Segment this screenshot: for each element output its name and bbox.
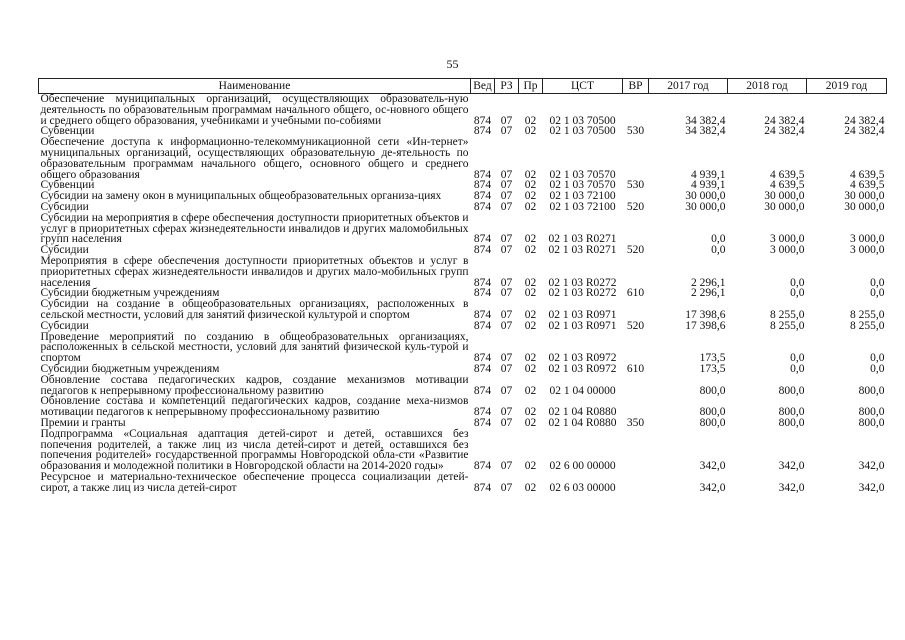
cell-cst: 02 1 03 R0972 — [548, 362, 617, 375]
table-row — [39, 213, 887, 245]
cell-2017: 800,0 — [699, 384, 726, 397]
cell-name: Премии и гранты — [40, 416, 126, 429]
cell-name: Субвенции — [40, 179, 95, 192]
cell-vr — [623, 213, 649, 245]
cell-vr — [623, 137, 649, 180]
cell-pr: 02 — [524, 244, 537, 257]
cell-pr: 02 — [524, 384, 537, 397]
cell-2019: 342,0 — [858, 460, 885, 473]
cell-2019: 0,0 — [870, 362, 885, 375]
cell-rz: 07 — [500, 384, 513, 397]
cell-pr: 02 — [524, 276, 537, 289]
cell-ved: 874 — [473, 114, 492, 127]
cell-ved: 874 — [473, 319, 492, 332]
cell-2019: 8 255,0 — [850, 308, 885, 321]
cell-name: Обновление состава педагогических кадров, создание механизмов мотивации педагогов к непрерывному профессиональному развитию — [40, 373, 469, 397]
cell-ved: 874 — [473, 308, 492, 321]
cell-2017: 4 939,1 — [691, 168, 726, 181]
cell-rz: 07 — [500, 168, 513, 181]
page-number: 55 — [446, 57, 459, 71]
cell-pr: 02 — [524, 308, 537, 321]
table-body — [39, 94, 887, 494]
cell-vr: 520 — [626, 244, 645, 257]
table-row — [39, 137, 887, 180]
table-header-row — [39, 79, 887, 94]
cell-2019: 3 000,0 — [850, 233, 885, 246]
cell-cst: 02 1 04 00000 — [549, 384, 616, 397]
cell-rz: 07 — [500, 308, 513, 321]
cell-ved: 874 — [473, 179, 492, 192]
cell-2018: 4 639,5 — [770, 168, 805, 181]
cell-2019: 342,0 — [858, 481, 885, 494]
cell-pr: 02 — [524, 125, 537, 138]
table-row — [39, 299, 887, 321]
cell-2017: 173,5 — [699, 352, 726, 365]
cell-ved: 874 — [473, 352, 492, 365]
cell-pr: 02 — [524, 287, 537, 300]
cell-vr: 530 — [626, 125, 645, 138]
cell-cst: 02 1 03 R0971 — [548, 308, 617, 321]
cell-ved: 874 — [473, 190, 492, 203]
cell-2017: 800,0 — [699, 406, 726, 419]
cell-pr: 02 — [524, 460, 537, 473]
cell-cst: 02 1 04 R0880 — [548, 416, 617, 429]
cell-rz: 07 — [500, 114, 513, 127]
cell-2017: 34 382,4 — [685, 125, 726, 138]
cell-ved: 874 — [473, 406, 492, 419]
cell-rz: 07 — [500, 319, 513, 332]
cell-rz: 07 — [500, 362, 513, 375]
cell-pr: 02 — [524, 233, 537, 246]
budget-table — [38, 78, 887, 493]
cell-2018: 0,0 — [790, 352, 805, 365]
cell-ved: 874 — [473, 287, 492, 300]
cell-cst: 02 1 03 72100 — [549, 190, 616, 203]
cell-rz: 07 — [500, 406, 513, 419]
cell-cst: 02 6 00 00000 — [549, 460, 616, 473]
cell-ved: 874 — [473, 168, 492, 181]
cell-2018: 4 639,5 — [770, 179, 805, 192]
cell-name: Субсидии — [40, 200, 89, 213]
cell-pr: 02 — [524, 179, 537, 192]
cell-rz: 07 — [500, 416, 513, 429]
cell-2018: 0,0 — [790, 276, 805, 289]
cell-rz: 07 — [500, 244, 513, 257]
cell-2018: 24 382,4 — [764, 114, 805, 127]
cell-2019: 30 000,0 — [844, 200, 885, 213]
cell-2017: 34 382,4 — [685, 114, 726, 127]
cell-2017: 342,0 — [699, 481, 726, 494]
table-row — [39, 94, 887, 127]
table-row — [39, 429, 887, 472]
cell-ved: 874 — [473, 460, 492, 473]
cell-pr: 02 — [524, 190, 537, 203]
cell-vr: 520 — [626, 319, 645, 332]
cell-2017: 342,0 — [699, 460, 726, 473]
cell-cst: 02 1 03 70570 — [549, 179, 616, 192]
cell-2018: 800,0 — [778, 384, 805, 397]
cell-2018: 342,0 — [778, 481, 805, 494]
cell-name: Проведение мероприятий по созданию в общеобразовательных организациях, расположенных в сельской местности, условий для занятий физической куль-турой и спортом — [40, 330, 469, 365]
header-cst: ЦСТ — [543, 79, 623, 94]
cell-vr — [623, 375, 649, 397]
cell-2018: 0,0 — [790, 287, 805, 300]
cell-2017: 17 398,6 — [685, 319, 726, 332]
cell-vr — [623, 396, 649, 418]
cell-pr: 02 — [524, 319, 537, 332]
cell-ved: 874 — [473, 233, 492, 246]
cell-2018: 800,0 — [778, 416, 805, 429]
cell-name: Субсидии на мероприятия в сфере обеспечения доступности приоритетных объектов и услуг в приоритетных сферах жизнедеятельности инвалидов и других маломобильных групп населения — [40, 211, 469, 246]
cell-rz: 07 — [500, 481, 513, 494]
header-vr: ВР — [623, 79, 649, 94]
cell-vr: 350 — [626, 416, 645, 429]
cell-rz: 07 — [500, 125, 513, 138]
cell-2019: 30 000,0 — [844, 190, 885, 203]
cell-cst: 02 1 03 R0971 — [548, 319, 617, 332]
cell-name: Обеспечение муниципальных организаций, осуществляющих образователь-ную деятельность по образовательным программам начального общего, ос-новного общего и среднего общего образования, учебниками и учебными по-собиями — [40, 93, 469, 127]
cell-rz: 07 — [500, 200, 513, 213]
cell-pr: 02 — [524, 416, 537, 429]
cell-name: Субсидии на создание в общеобразовательных организациях, расположенных в сельской местности, условий для занятий физической культурой и спортом — [40, 298, 469, 321]
cell-vr — [623, 94, 649, 127]
cell-rz: 07 — [500, 233, 513, 246]
cell-2019: 0,0 — [870, 352, 885, 365]
cell-2019: 0,0 — [870, 276, 885, 289]
cell-name: Субвенции — [40, 125, 95, 138]
cell-name: Мероприятия в сфере обеспечения доступности приоритетных объектов и услуг в приоритетных сферах жизнедеятельности инвалидов и других мало-мобильных групп населения — [40, 254, 469, 289]
cell-ved: 874 — [473, 384, 492, 397]
header-ved: Вед — [471, 79, 495, 94]
cell-pr: 02 — [524, 200, 537, 213]
header-2018: 2018 год — [728, 79, 807, 94]
cell-vr — [623, 332, 649, 364]
cell-2018: 0,0 — [790, 362, 805, 375]
cell-name: Субсидии бюджетным учреждениям — [40, 287, 220, 300]
cell-2018: 24 382,4 — [764, 125, 805, 138]
cell-2019: 8 255,0 — [850, 319, 885, 332]
header-2019: 2019 год — [807, 79, 887, 94]
cell-rz: 07 — [500, 190, 513, 203]
table-row — [39, 191, 887, 202]
cell-2017: 173,5 — [699, 362, 726, 375]
cell-2019: 800,0 — [858, 406, 885, 419]
cell-ved: 874 — [473, 125, 492, 138]
cell-2019: 24 382,4 — [844, 114, 885, 127]
header-2017: 2017 год — [649, 79, 728, 94]
cell-vr — [623, 299, 649, 321]
cell-2018: 3 000,0 — [770, 244, 805, 257]
cell-cst: 02 1 03 70500 — [549, 114, 616, 127]
table-row — [39, 256, 887, 288]
table-row — [39, 332, 887, 364]
cell-ved: 874 — [473, 416, 492, 429]
cell-name: Ресурсное и материально-техническое обеспечение процесса социализации детей-сирот, а также лиц из числа детей-сирот — [40, 470, 469, 494]
cell-cst: 02 6 03 00000 — [549, 481, 616, 494]
cell-rz: 07 — [500, 287, 513, 300]
cell-vr — [623, 429, 649, 472]
cell-rz: 07 — [500, 276, 513, 289]
cell-2019: 800,0 — [858, 384, 885, 397]
cell-cst: 02 1 03 70500 — [549, 125, 616, 138]
cell-pr: 02 — [524, 481, 537, 494]
cell-2018: 800,0 — [778, 406, 805, 419]
cell-cst: 02 1 03 R0272 — [548, 276, 617, 289]
cell-vr: 610 — [626, 362, 645, 375]
cell-rz: 07 — [500, 179, 513, 192]
cell-cst: 02 1 03 72100 — [549, 200, 616, 213]
cell-2018: 8 255,0 — [770, 319, 805, 332]
table-row — [39, 321, 887, 332]
cell-cst: 02 1 03 R0272 — [548, 287, 617, 300]
cell-2017: 0,0 — [711, 233, 726, 246]
cell-2019: 3 000,0 — [850, 244, 885, 257]
cell-2019: 0,0 — [870, 287, 885, 300]
cell-2017: 0,0 — [711, 244, 726, 257]
cell-name: Субсидии — [40, 244, 89, 257]
header-rz: РЗ — [495, 79, 519, 94]
cell-name: Субсидии на замену окон в муниципальных общеобразовательных организа-циях — [40, 190, 442, 203]
cell-pr: 02 — [524, 114, 537, 127]
cell-2019: 4 639,5 — [850, 179, 885, 192]
cell-name: Субсидии — [40, 319, 89, 332]
cell-ved: 874 — [473, 276, 492, 289]
cell-vr: 530 — [626, 179, 645, 192]
cell-2019: 4 639,5 — [850, 168, 885, 181]
cell-name: Обеспечение доступа к информационно-телекоммуникационной сети «Ин-тернет» муниципальных организаций, осуществляющих образовательную де-ятельность по образовательным программам начального общего, основного общего и среднего общего образования — [40, 136, 469, 181]
cell-cst: 02 1 03 70570 — [549, 168, 616, 181]
cell-vr — [623, 256, 649, 288]
cell-pr: 02 — [524, 406, 537, 419]
cell-2017: 800,0 — [699, 416, 726, 429]
cell-2017: 2 296,1 — [691, 276, 726, 289]
cell-2017: 17 398,6 — [685, 308, 726, 321]
cell-ved: 874 — [473, 362, 492, 375]
cell-ved: 874 — [473, 481, 492, 494]
cell-vr: 610 — [626, 287, 645, 300]
header-pr: Пр — [519, 79, 543, 94]
cell-2017: 4 939,1 — [691, 179, 726, 192]
cell-pr: 02 — [524, 362, 537, 375]
cell-cst: 02 1 03 R0271 — [548, 244, 617, 257]
cell-2018: 30 000,0 — [764, 200, 805, 213]
cell-rz: 07 — [500, 352, 513, 365]
cell-cst: 02 1 03 R0972 — [548, 352, 617, 365]
cell-vr — [623, 472, 649, 494]
cell-2018: 8 255,0 — [770, 308, 805, 321]
table-row — [39, 375, 887, 397]
cell-pr: 02 — [524, 352, 537, 365]
cell-2017: 30 000,0 — [685, 190, 726, 203]
cell-2018: 30 000,0 — [764, 190, 805, 203]
cell-2019: 24 382,4 — [844, 125, 885, 138]
cell-vr: 520 — [626, 200, 645, 213]
cell-rz: 07 — [500, 460, 513, 473]
cell-2017: 2 296,1 — [691, 287, 726, 300]
cell-ved: 874 — [473, 244, 492, 257]
cell-cst: 02 1 04 R0880 — [548, 406, 617, 419]
header-name: Наименование — [39, 79, 471, 94]
cell-name: Обновление состава и компетенций педагогических кадров, создание меха-низмов мотивации педагогов к непрерывному профессиональному развитию — [40, 395, 469, 419]
table-row — [39, 396, 887, 418]
cell-name: Субсидии бюджетным учреждениям — [40, 362, 220, 375]
cell-ved: 874 — [473, 200, 492, 213]
cell-cst: 02 1 03 R0271 — [548, 233, 617, 246]
cell-2018: 342,0 — [778, 460, 805, 473]
cell-2018: 3 000,0 — [770, 233, 805, 246]
cell-2017: 30 000,0 — [685, 200, 726, 213]
cell-pr: 02 — [524, 168, 537, 181]
cell-2019: 800,0 — [858, 416, 885, 429]
cell-name: Подпрограмма «Социальная адаптация детей-сирот и детей, оставшихся без попечения родителей, а также лиц из числа детей-сирот и детей, оставшихся без попечения родителей» государственной программы Новгородской обла-сти «Развитие образования и молодежной политики в Новгородской области на 2014-2020 годы» — [40, 427, 469, 473]
table-row — [39, 472, 887, 494]
